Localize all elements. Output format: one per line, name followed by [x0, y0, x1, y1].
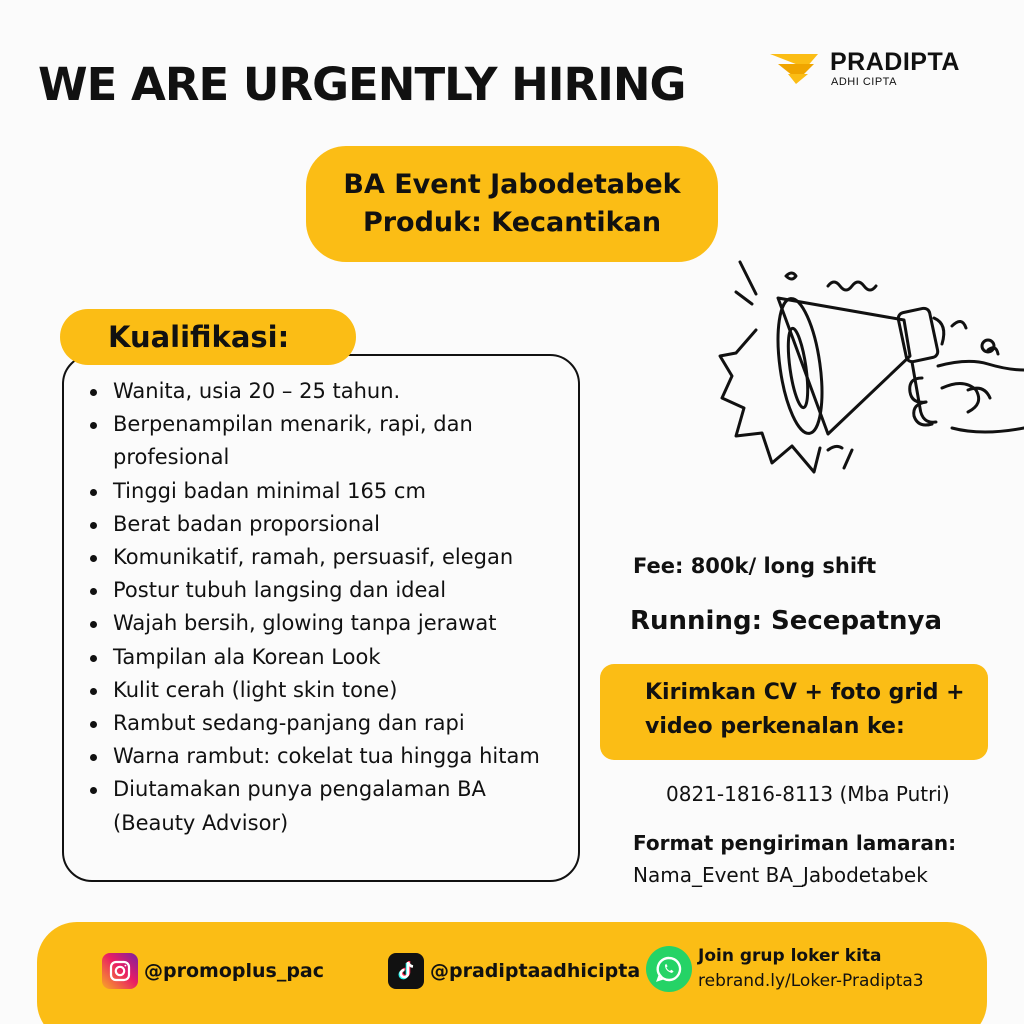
qualification-item: Komunikatif, ramah, persuasif, elegan: [82, 541, 568, 574]
qualification-item: Kulit cerah (light skin tone): [82, 674, 568, 707]
qualification-item: Berat badan proporsional: [82, 508, 568, 541]
qualification-item: Wanita, usia 20 – 25 tahun.: [82, 375, 568, 408]
tiktok-link[interactable]: [388, 953, 640, 989]
megaphone-icon: [716, 258, 1024, 486]
contact-phone[interactable]: 0821-1816-8113 (Mba Putri): [666, 782, 950, 806]
cv-instructions-line1: Kirimkan CV + foto grid +: [645, 680, 965, 705]
headline: WE ARE URGENTLY HIRING: [38, 58, 686, 111]
qualifications-list: [82, 375, 568, 840]
format-label: Format pengiriman lamaran:: [633, 831, 957, 855]
qualification-item: Warna rambut: cokelat tua hingga hitam: [82, 740, 568, 773]
position-product: Produk: Kecantikan: [362, 207, 662, 238]
qualification-item: Rambut sedang-panjang dan rapi: [82, 707, 568, 740]
cv-instructions-line2: video perkenalan ke:: [645, 714, 905, 739]
instagram-handle: @promoplus_pac: [144, 960, 325, 982]
position-banner: [306, 146, 718, 262]
position-title: BA Event Jabodetabek: [343, 169, 681, 200]
logo-name: PRADIPTA: [830, 48, 960, 76]
logo-subtitle: ADHI CIPTA: [831, 76, 897, 88]
tiktok-icon: [388, 953, 424, 989]
qualification-item: Berpenampilan menarik, rapi, dan profesional: [82, 408, 568, 474]
fee-text: Fee: 800k/ long shift: [633, 554, 877, 578]
whatsapp-group-link[interactable]: [646, 944, 924, 994]
qualification-item: Wajah bersih, glowing tanpa jerawat: [82, 607, 568, 640]
whatsapp-title: Join grup loker kita: [698, 946, 882, 966]
brand-logo: [768, 48, 978, 93]
qualifications-card: [62, 354, 580, 882]
qualifications-title: Kualifikasi:: [60, 309, 356, 365]
whatsapp-icon: [646, 946, 692, 992]
pradipta-logo-icon: [768, 50, 826, 86]
instagram-icon: [102, 953, 138, 989]
cv-instructions: [600, 664, 988, 760]
instagram-link[interactable]: [102, 953, 324, 989]
qualification-item: Tinggi badan minimal 165 cm: [82, 475, 568, 508]
qualification-item: Postur tubuh langsing dan ideal: [82, 574, 568, 607]
qualification-item: Tampilan ala Korean Look: [82, 641, 568, 674]
format-value: Nama_Event BA_Jabodetabek: [633, 863, 928, 887]
whatsapp-url[interactable]: rebrand.ly/Loker-Pradipta3: [698, 971, 924, 991]
running-text: Running: Secepatnya: [630, 606, 943, 636]
tiktok-handle: @pradiptaadhicipta: [430, 960, 641, 982]
qualification-item: Diutamakan punya pengalaman BA (Beauty Advisor): [82, 773, 568, 839]
